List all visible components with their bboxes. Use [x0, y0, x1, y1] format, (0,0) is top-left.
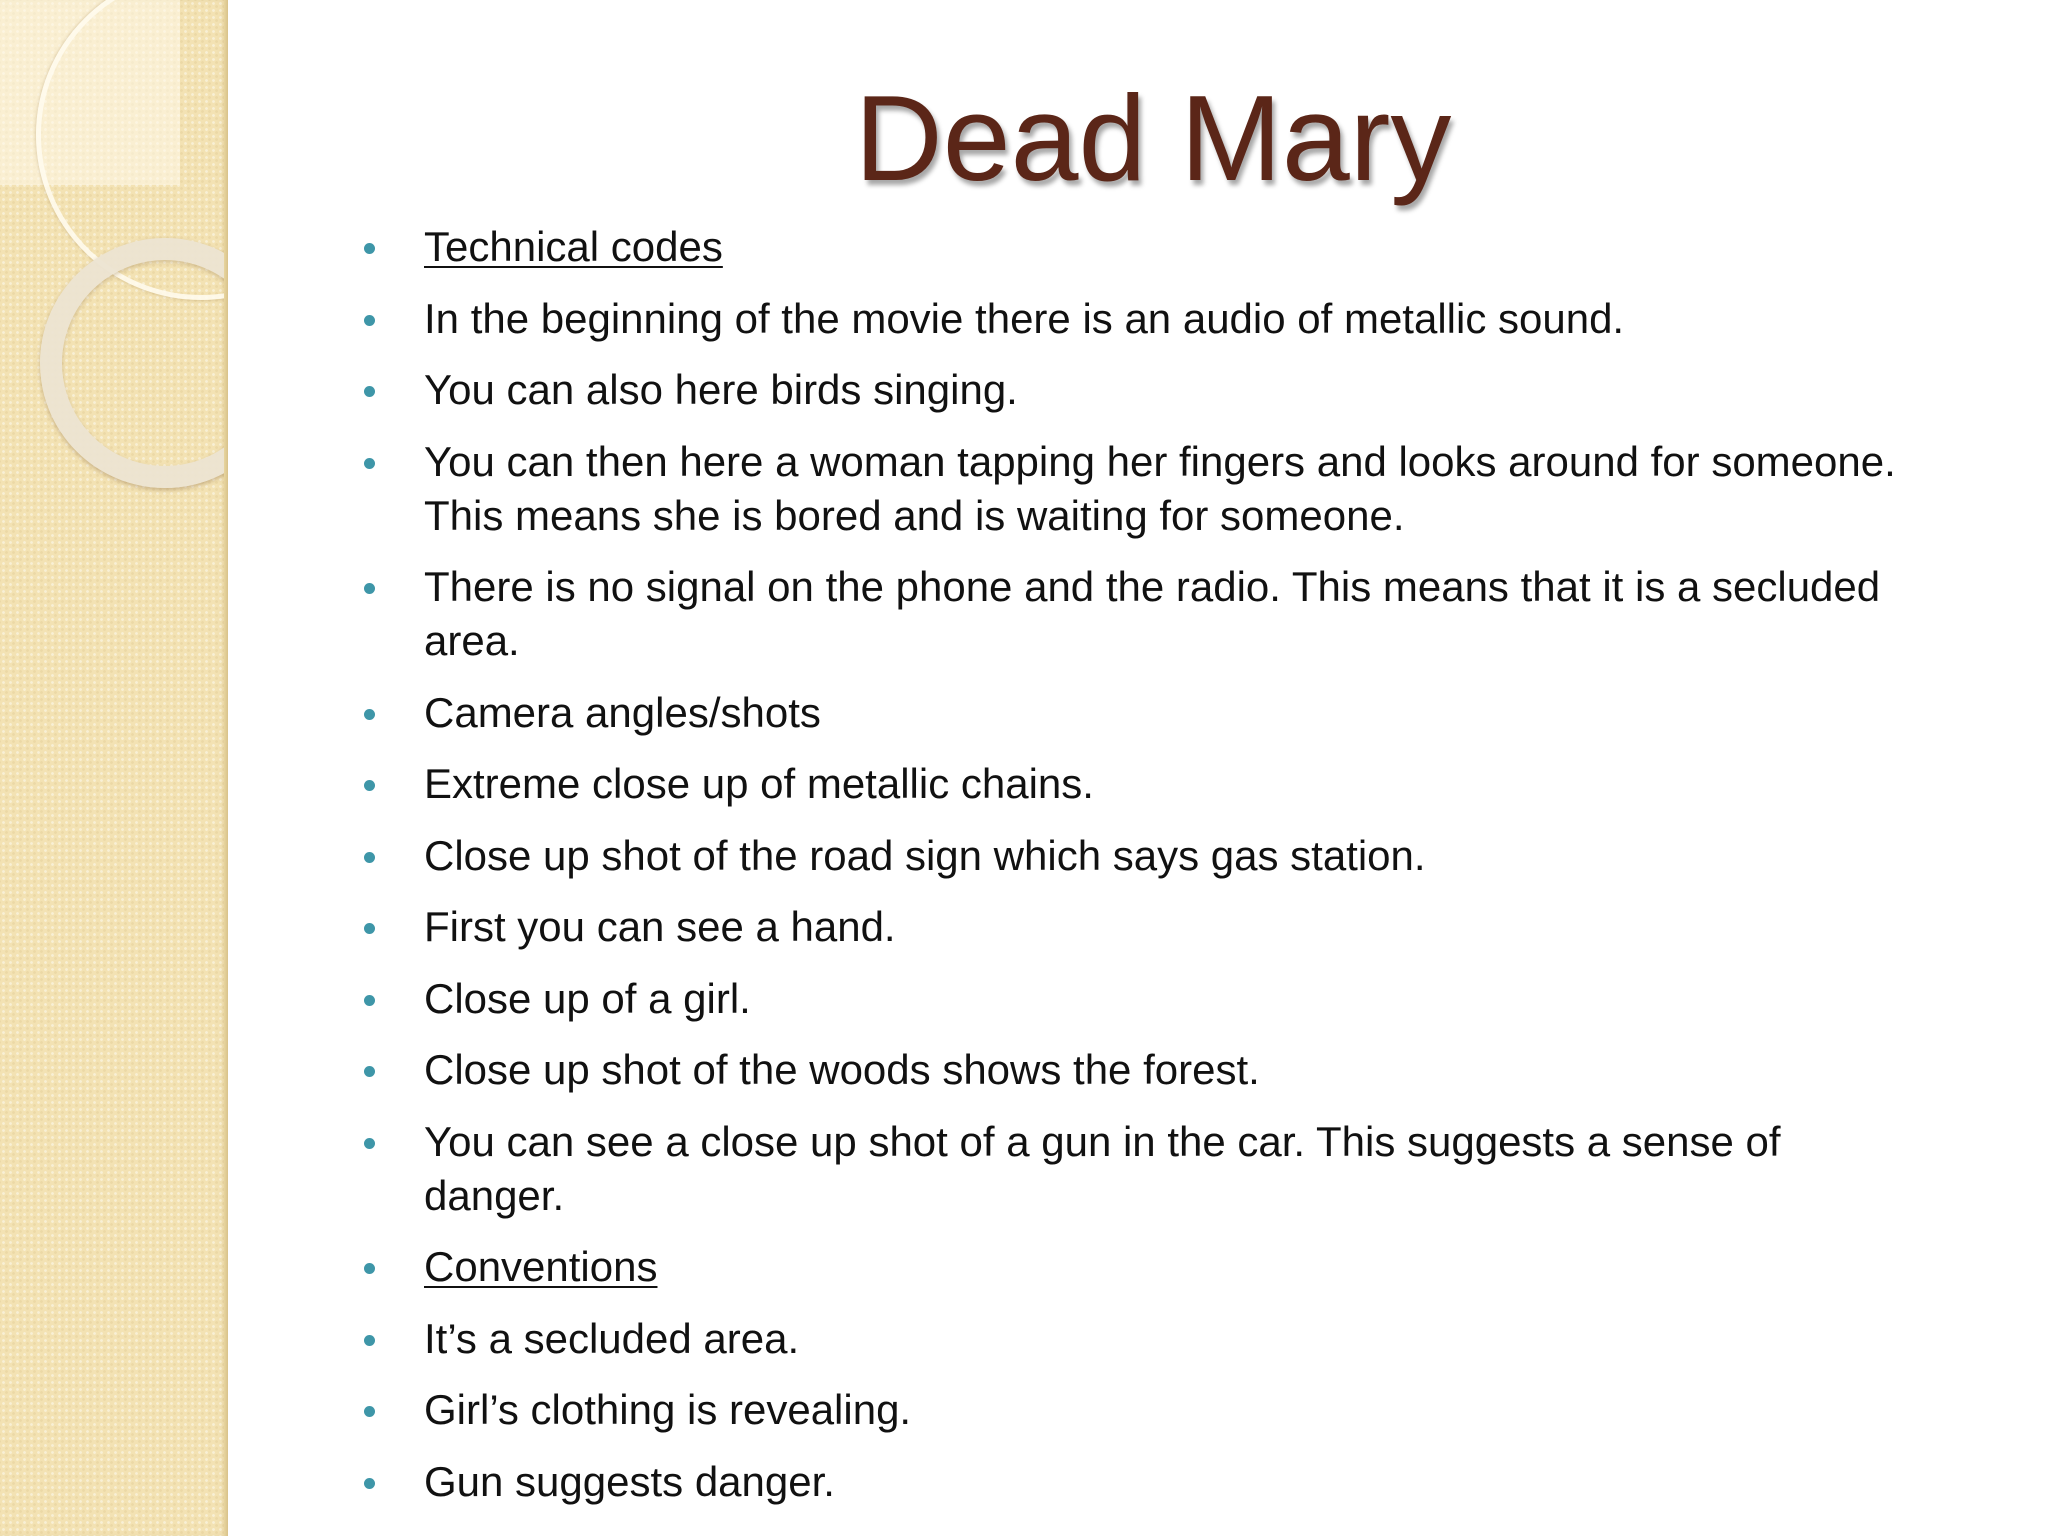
- bullet-dot-icon: [364, 1138, 375, 1149]
- bullet-item: [360, 1455, 1920, 1509]
- decorative-side-panel: [0, 0, 228, 1536]
- bullet-dot-icon: [364, 995, 375, 1006]
- bullet-item: [360, 900, 1920, 954]
- bullet-text: Gun suggests danger.: [424, 1457, 835, 1505]
- slide-title: Dead Mary: [854, 70, 1452, 206]
- bullet-text: There is no signal on the phone and the radio. This means that it is a secluded area.: [424, 563, 1881, 664]
- bullet-text: Camera angles/shots: [424, 688, 821, 736]
- bullet-text: First you can see a hand.: [424, 903, 896, 950]
- bullet-item: [360, 1240, 1920, 1294]
- bullet-item: [360, 1312, 1920, 1366]
- bullet-dot-icon: [364, 709, 375, 720]
- bullet-text: Girl’s clothing is revealing.: [424, 1386, 912, 1433]
- bullet-text: You can also here birds singing.: [424, 366, 1018, 413]
- bullet-dot-icon: [364, 386, 375, 397]
- bullet-text: Close up shot of the road sign which says gas station.: [424, 831, 1426, 879]
- bullet-item: [360, 686, 1920, 740]
- bullet-item: [360, 363, 1920, 417]
- bullet-item: [360, 560, 1920, 668]
- bullet-text: Extreme close up of metallic chains.: [424, 760, 1094, 807]
- bullet-dot-icon: [364, 923, 375, 934]
- bullet-item: [360, 220, 1920, 274]
- bullet-item: [360, 292, 1920, 346]
- bullet-dot-icon: [364, 1478, 375, 1489]
- bullet-list: [360, 220, 1920, 1526]
- bullet-item: [360, 757, 1920, 811]
- bullet-item: [360, 1043, 1920, 1097]
- bullet-dot-icon: [364, 243, 375, 254]
- bullet-item: [360, 972, 1920, 1026]
- bullet-dot-icon: [364, 1066, 375, 1077]
- bullet-dot-icon: [364, 315, 375, 326]
- bullet-item: [360, 829, 1920, 883]
- bullet-dot-icon: [364, 852, 375, 863]
- bullet-dot-icon: [364, 1406, 375, 1417]
- bullet-dot-icon: [364, 1335, 375, 1346]
- bullet-item: [360, 435, 1920, 543]
- bullet-item: [360, 1115, 1920, 1223]
- bullet-dot-icon: [364, 458, 375, 469]
- bullet-dot-icon: [364, 1263, 375, 1274]
- bullet-text: Conventions: [424, 1243, 658, 1290]
- bullet-text: Close up of a girl.: [424, 974, 751, 1022]
- bullet-text: In the beginning of the movie there is an audio of metallic sound.: [424, 294, 1625, 342]
- bullet-text: Close up shot of the woods shows the forest.: [424, 1046, 1260, 1093]
- bullet-text: You can see a close up shot of a gun in the car. This suggests a sense of danger.: [424, 1117, 1781, 1219]
- bullet-dot-icon: [364, 780, 375, 791]
- bullet-dot-icon: [364, 583, 375, 594]
- bullet-text: You can then here a woman tapping her fingers and looks around for someone. This means she is bored and is waiting for someone.: [424, 437, 1896, 539]
- bullet-item: [360, 1383, 1920, 1437]
- bullet-text: It’s a secluded area.: [424, 1314, 800, 1362]
- bullet-text: Technical codes: [424, 223, 723, 270]
